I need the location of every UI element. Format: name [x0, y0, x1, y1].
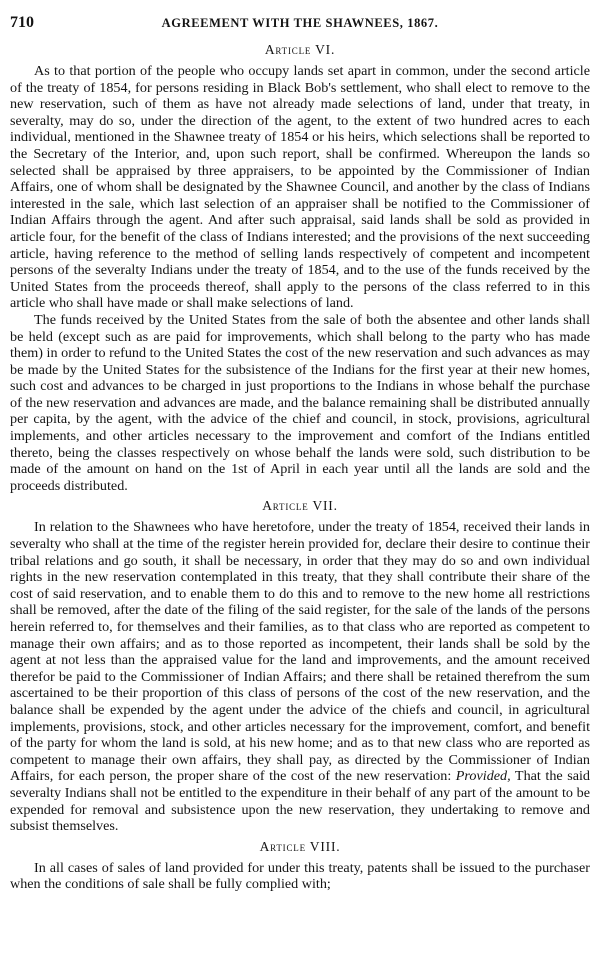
page-number: 710: [10, 14, 34, 31]
running-title: AGREEMENT WITH THE SHAWNEES, 1867.: [161, 16, 439, 30]
article-heading: Article VI.: [264, 42, 336, 57]
article-vii: [10, 498, 590, 834]
article-paragraph: As to that portion of the people who occupy lands set apart in common, under the second article of the treaty of 1854, for persons residing in Black Bob's settlement, who shall elect to remove to the new reservation, such of them as have not already made selections of land, under that treaty, in severalty, may do so, under the direction of the agent, to the extent of two hundred acres to each individual, mentioned in the Shawnee treaty of 1854 or his heirs, which selections shall be reported to the Secretary of the Interior, and, upon such report, shall be confirmed. Whereupon the lands so selected shall be appraised by three appraisers, to be appointed by the Commissioner of Indian Affairs, one of whom shall be designated by the Shawnee Council, and another by the class of Indians interested in the sale, which last selection of an appraiser shall be notified to the Commissioner of Indian Affairs through the agent. And after such appraisal, said lands shall be sold as provided in article four, for the benefit of the class of Indians interested; and the provisions of the next succeeding article, having reference to the method of selling lands respectively of competent and incompetent persons of the severalty Indians under the treaty of 1854, and to the use of the funds received by the United States from the proceeds thereof, shall apply to the persons of the class referred to in this article who shall have made or shall make selections of land.: [10, 63, 590, 312]
article-paragraph: [10, 519, 590, 834]
proviso-term: Provided,: [455, 768, 511, 785]
article-heading: Article VIII.: [259, 838, 341, 854]
article-paragraph: In all cases of sales of land provided for under this treaty, patents shall be issued to the purchaser when the conditions of sale shall be fully complied with;: [10, 859, 590, 893]
article-heading: Article VII.: [262, 498, 338, 514]
page-header: [10, 14, 590, 38]
paragraph-text: In relation to the Shawnees who have heretofore, under the treaty of 1854, received their lands in severalty who shall at the time of the register herein provided for, declare their desire to continue their tribal relations and go south, it shall be necessary, in order that they may do so and own individual rights in the new reservation contemplated in this treaty, that they shall contribute their share of the cost of said reservation, and to enable them to do this and to remove to the new home all restrictions shall be removed, after the date of the filing of the said register, for the sale of the lands of the persons herein referred to, for themselves and their families, as to that class who are reported as competent to manage their own affairs; and as to those reported as incompetent, their lands shall be sold by the agent at not less than the appraised value for the land and improvements, and the amount received therefor be paid to the Commissioner of Indian Affairs; and there shall be retained therefrom the sum ascertained to be their proportion of this class of persons of the cost of the new reservation, and the balance shall be expended by the agent under the advice of the chiefs and council, in agricultural implements, provisions, stock, and other articles necessary for the improvement, comfort, and benefit of the party for whom the land is sold, at his new home; and as to that new class who are reported as competent to manage their own affairs, they shall pay, as directed by the Commissioner of Indian Affairs, for each person, the proper share of the cost of the new reservation:: [10, 519, 590, 785]
article-vi: [10, 42, 590, 494]
article-viii: [10, 839, 590, 893]
article-paragraph: The funds received by the United States from the sale of both the absentee and other lands shall be held (except such as are paid for improvements, which shall belong to the party who has made them) in order to refund to the United States the cost of the new reservation and such advances as may be made by the United States for the subsistence of the Indians for the first year at their new homes, such cost and advances to be charged in just proportions to the Indians in whose behalf the purchase of the new reservation and advances are made, and the balance remaining shall be distributed annually per capita, by the agent, with the advice of the chief and council, in stock, provisions, agricultural implements, and other articles necessary to the improvement and comfort of the Indians entitled thereto, being the classes respectively on whose behalf the lands were sold, such distribution to be made of the amount on hand on the 1st of April in each year until all the lands are sold and the proceeds distributed.: [10, 311, 590, 494]
paragraph-text: That the said severalty Indians shall not be entitled to the expenditure in their behalf of any part of the amount to be expended for removal and subsistence upon the new reservation, they undertaking to remove and subsist themselves.: [10, 768, 590, 835]
